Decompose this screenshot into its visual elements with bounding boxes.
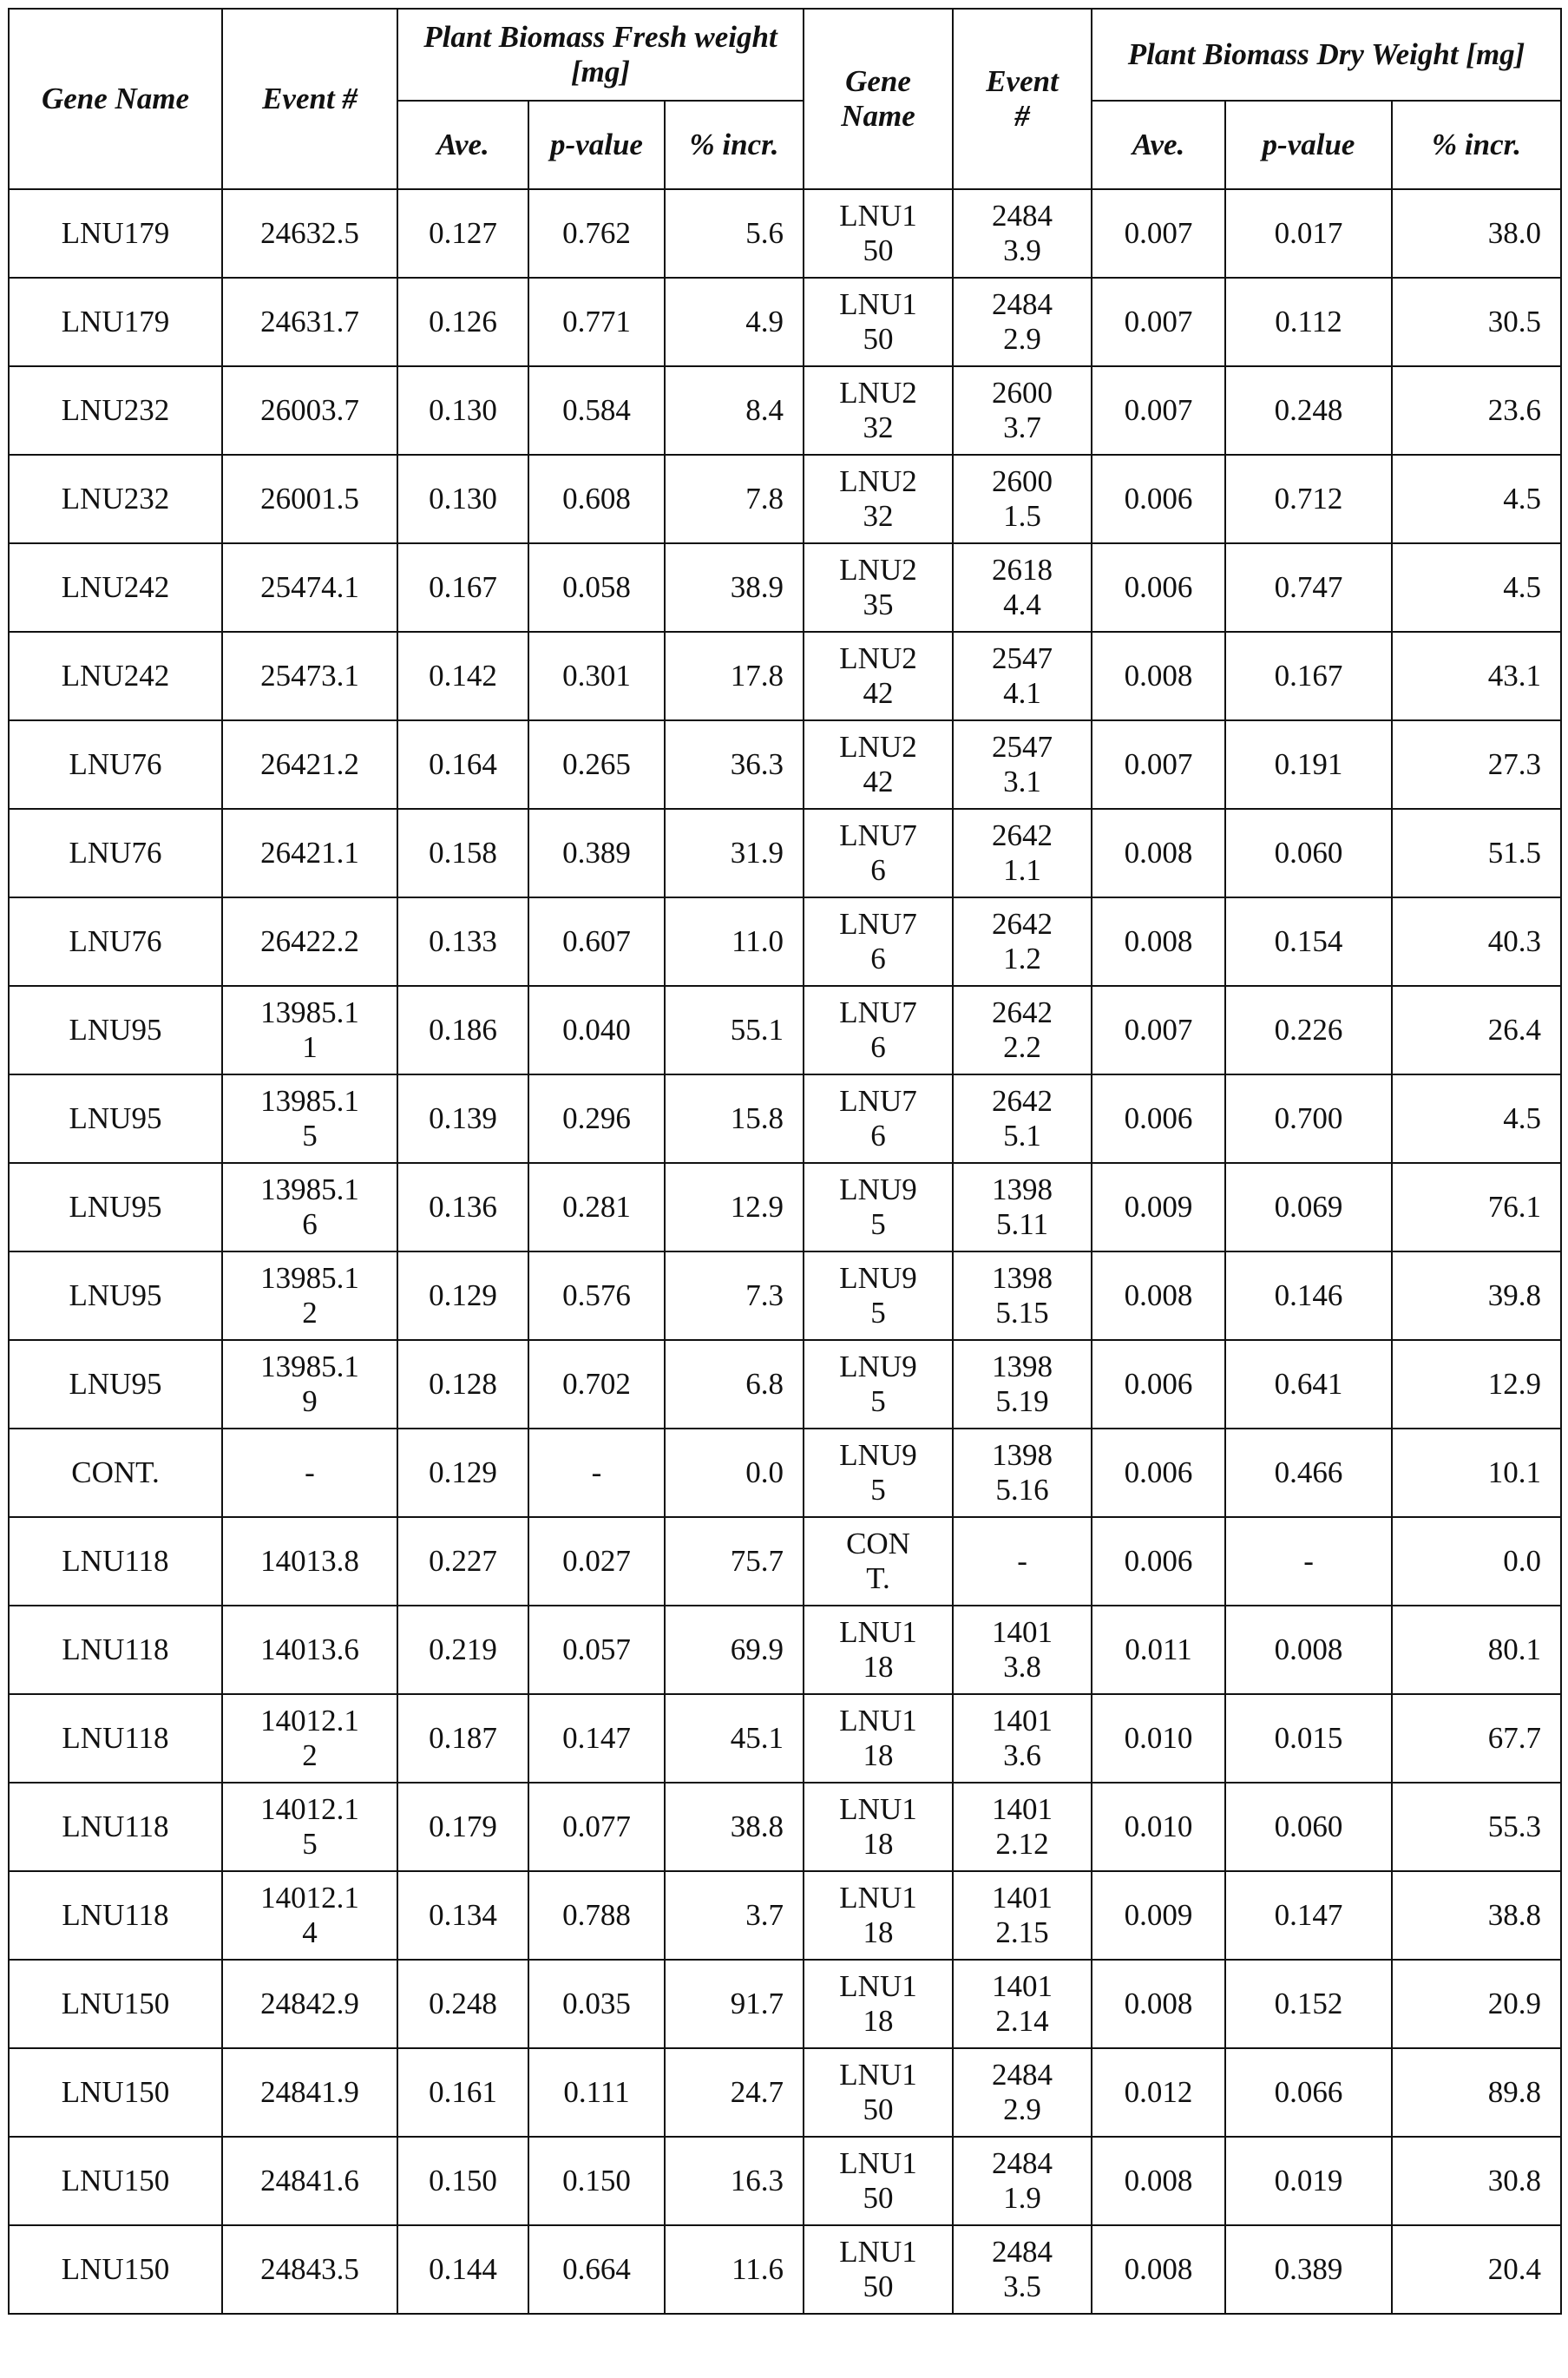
table-row	[9, 1251, 1561, 1340]
cell-dry-pct-incr: 12.9	[1392, 1340, 1561, 1429]
table-row	[9, 1340, 1561, 1429]
cell-fresh-ave: 0.129	[397, 1251, 528, 1340]
cell-dry-pct-incr: 30.5	[1392, 278, 1561, 366]
cell-gene-name: LNU150	[9, 2048, 222, 2137]
cell-event: 14013.8	[222, 1517, 397, 1606]
cell-dry-pct-incr: 80.1	[1392, 1606, 1561, 1694]
table-row	[9, 1694, 1561, 1783]
table-row	[9, 1163, 1561, 1251]
cell-fresh-p-value: 0.027	[528, 1517, 665, 1606]
cell-gene-name-2: LNU95	[804, 1429, 953, 1517]
cell-gene-name: LNU242	[9, 632, 222, 720]
cell-fresh-ave: 0.186	[397, 986, 528, 1074]
cell-gene-name: LNU232	[9, 366, 222, 455]
cell-dry-p-value: 0.152	[1225, 1960, 1392, 2048]
cell-gene-name: LNU118	[9, 1871, 222, 1960]
cell-fresh-p-value: -	[528, 1429, 665, 1517]
cell-gene-name-2: LNU118	[804, 1783, 953, 1871]
cell-fresh-pct-incr: 38.9	[665, 543, 804, 632]
cell-event-2: 26421.1	[953, 809, 1092, 897]
cell-dry-pct-incr: 0.0	[1392, 1517, 1561, 1606]
header-fresh-pct-incr: % incr.	[665, 101, 804, 189]
cell-dry-ave: 0.007	[1092, 366, 1225, 455]
cell-fresh-pct-incr: 11.0	[665, 897, 804, 986]
cell-gene-name-2: LNU232	[804, 455, 953, 543]
cell-gene-name: LNU150	[9, 2225, 222, 2314]
cell-fresh-p-value: 0.301	[528, 632, 665, 720]
cell-fresh-p-value: 0.035	[528, 1960, 665, 2048]
cell-dry-ave: 0.007	[1092, 278, 1225, 366]
header-dry-ave: Ave.	[1092, 101, 1225, 189]
cell-fresh-p-value: 0.788	[528, 1871, 665, 1960]
cell-event-2: -	[953, 1517, 1092, 1606]
cell-fresh-p-value: 0.584	[528, 366, 665, 455]
table-row	[9, 1871, 1561, 1960]
cell-dry-ave: 0.008	[1092, 2225, 1225, 2314]
cell-event-2: 26425.1	[953, 1074, 1092, 1163]
cell-fresh-pct-incr: 12.9	[665, 1163, 804, 1251]
cell-fresh-pct-incr: 0.0	[665, 1429, 804, 1517]
cell-fresh-ave: 0.158	[397, 809, 528, 897]
cell-event-2: 26003.7	[953, 366, 1092, 455]
cell-fresh-ave: 0.136	[397, 1163, 528, 1251]
table-row	[9, 632, 1561, 720]
cell-fresh-ave: 0.161	[397, 2048, 528, 2137]
header-event: Event #	[222, 9, 397, 189]
table-row	[9, 366, 1561, 455]
cell-gene-name-2: LNU95	[804, 1340, 953, 1429]
cell-dry-pct-incr: 38.8	[1392, 1871, 1561, 1960]
cell-fresh-ave: 0.248	[397, 1960, 528, 2048]
cell-gene-name: LNU76	[9, 897, 222, 986]
cell-fresh-ave: 0.133	[397, 897, 528, 986]
cell-event: 25473.1	[222, 632, 397, 720]
cell-fresh-ave: 0.129	[397, 1429, 528, 1517]
cell-fresh-pct-incr: 3.7	[665, 1871, 804, 1960]
cell-dry-pct-incr: 51.5	[1392, 809, 1561, 897]
cell-fresh-p-value: 0.281	[528, 1163, 665, 1251]
table-row	[9, 2225, 1561, 2314]
cell-gene-name-2: LNU150	[804, 189, 953, 278]
cell-dry-pct-incr: 26.4	[1392, 986, 1561, 1074]
table-row	[9, 897, 1561, 986]
cell-event: 13985.19	[222, 1340, 397, 1429]
cell-fresh-pct-incr: 75.7	[665, 1517, 804, 1606]
cell-fresh-ave: 0.227	[397, 1517, 528, 1606]
cell-event-2: 24842.9	[953, 2048, 1092, 2137]
cell-dry-p-value: 0.147	[1225, 1871, 1392, 1960]
header-event-2: Event #	[953, 9, 1092, 189]
cell-dry-pct-incr: 27.3	[1392, 720, 1561, 809]
cell-fresh-ave: 0.130	[397, 366, 528, 455]
cell-fresh-p-value: 0.147	[528, 1694, 665, 1783]
cell-gene-name-2: LNU118	[804, 1606, 953, 1694]
cell-dry-pct-incr: 55.3	[1392, 1783, 1561, 1871]
cell-fresh-pct-incr: 4.9	[665, 278, 804, 366]
cell-dry-p-value: 0.112	[1225, 278, 1392, 366]
cell-fresh-pct-incr: 11.6	[665, 2225, 804, 2314]
cell-event: 13985.16	[222, 1163, 397, 1251]
cell-fresh-p-value: 0.608	[528, 455, 665, 543]
cell-gene-name: LNU232	[9, 455, 222, 543]
cell-event: 14012.15	[222, 1783, 397, 1871]
cell-event-2: 24841.9	[953, 2137, 1092, 2225]
cell-event: 24843.5	[222, 2225, 397, 2314]
table-row	[9, 455, 1561, 543]
cell-fresh-pct-incr: 55.1	[665, 986, 804, 1074]
cell-gene-name-2: LNU95	[804, 1251, 953, 1340]
cell-fresh-pct-incr: 5.6	[665, 189, 804, 278]
cell-dry-p-value: 0.154	[1225, 897, 1392, 986]
cell-dry-ave: 0.008	[1092, 2137, 1225, 2225]
cell-fresh-pct-incr: 38.8	[665, 1783, 804, 1871]
cell-gene-name: CONT.	[9, 1429, 222, 1517]
cell-fresh-pct-incr: 91.7	[665, 1960, 804, 2048]
cell-gene-name-2: LNU235	[804, 543, 953, 632]
cell-event-2: 14013.8	[953, 1606, 1092, 1694]
table-row	[9, 1517, 1561, 1606]
table-row	[9, 2048, 1561, 2137]
cell-dry-pct-incr: 38.0	[1392, 189, 1561, 278]
cell-dry-pct-incr: 39.8	[1392, 1251, 1561, 1340]
header-fresh-ave: Ave.	[397, 101, 528, 189]
cell-dry-pct-incr: 23.6	[1392, 366, 1561, 455]
cell-event-2: 13985.19	[953, 1340, 1092, 1429]
cell-dry-pct-incr: 4.5	[1392, 543, 1561, 632]
cell-event: 26421.1	[222, 809, 397, 897]
cell-gene-name-2: LNU118	[804, 1694, 953, 1783]
cell-gene-name: LNU150	[9, 2137, 222, 2225]
cell-dry-p-value: 0.466	[1225, 1429, 1392, 1517]
header-fresh-p-value: p-value	[528, 101, 665, 189]
cell-dry-ave: 0.006	[1092, 1429, 1225, 1517]
cell-dry-ave: 0.008	[1092, 632, 1225, 720]
cell-gene-name: LNU76	[9, 720, 222, 809]
cell-dry-ave: 0.008	[1092, 809, 1225, 897]
cell-dry-ave: 0.008	[1092, 897, 1225, 986]
cell-event: 24632.5	[222, 189, 397, 278]
cell-event-2: 14012.12	[953, 1783, 1092, 1871]
cell-event: 14012.14	[222, 1871, 397, 1960]
table-row	[9, 189, 1561, 278]
cell-fresh-p-value: 0.607	[528, 897, 665, 986]
cell-gene-name: LNU118	[9, 1606, 222, 1694]
cell-dry-p-value: 0.008	[1225, 1606, 1392, 1694]
cell-gene-name: LNU118	[9, 1783, 222, 1871]
cell-event: 26001.5	[222, 455, 397, 543]
cell-event: 26422.2	[222, 897, 397, 986]
cell-fresh-pct-incr: 31.9	[665, 809, 804, 897]
cell-gene-name: LNU95	[9, 1163, 222, 1251]
cell-dry-ave: 0.006	[1092, 1074, 1225, 1163]
cell-fresh-p-value: 0.040	[528, 986, 665, 1074]
cell-fresh-p-value: 0.111	[528, 2048, 665, 2137]
cell-event-2: 24843.5	[953, 2225, 1092, 2314]
table-row	[9, 1429, 1561, 1517]
table-row	[9, 1606, 1561, 1694]
cell-fresh-pct-incr: 69.9	[665, 1606, 804, 1694]
cell-dry-ave: 0.007	[1092, 189, 1225, 278]
cell-gene-name-2: LNU242	[804, 632, 953, 720]
cell-dry-p-value: 0.191	[1225, 720, 1392, 809]
cell-gene-name-2: LNU150	[804, 2225, 953, 2314]
cell-event-2: 25473.1	[953, 720, 1092, 809]
header-dry-pct-incr: % incr.	[1392, 101, 1561, 189]
cell-dry-ave: 0.008	[1092, 1251, 1225, 1340]
cell-fresh-ave: 0.128	[397, 1340, 528, 1429]
cell-event-2: 13985.11	[953, 1163, 1092, 1251]
cell-dry-p-value: 0.060	[1225, 809, 1392, 897]
cell-event-2: 13985.16	[953, 1429, 1092, 1517]
cell-dry-p-value: 0.015	[1225, 1694, 1392, 1783]
table-row	[9, 809, 1561, 897]
cell-fresh-ave: 0.164	[397, 720, 528, 809]
cell-fresh-pct-incr: 45.1	[665, 1694, 804, 1783]
cell-gene-name: LNU76	[9, 809, 222, 897]
cell-gene-name-2: LNU150	[804, 2137, 953, 2225]
cell-event-2: 26001.5	[953, 455, 1092, 543]
header-gene-name-2: Gene Name	[804, 9, 953, 189]
cell-fresh-p-value: 0.576	[528, 1251, 665, 1340]
cell-fresh-ave: 0.187	[397, 1694, 528, 1783]
table-row	[9, 720, 1561, 809]
cell-event: 24842.9	[222, 1960, 397, 2048]
biomass-table	[8, 8, 1562, 2315]
cell-gene-name-2: LNU76	[804, 1074, 953, 1163]
header-dry-p-value: p-value	[1225, 101, 1392, 189]
cell-fresh-p-value: 0.664	[528, 2225, 665, 2314]
cell-event-2: 13985.15	[953, 1251, 1092, 1340]
cell-event: 13985.12	[222, 1251, 397, 1340]
cell-dry-ave: 0.010	[1092, 1783, 1225, 1871]
cell-event: 24841.9	[222, 2048, 397, 2137]
cell-dry-pct-incr: 67.7	[1392, 1694, 1561, 1783]
cell-gene-name: LNU150	[9, 1960, 222, 2048]
cell-dry-pct-incr: 10.1	[1392, 1429, 1561, 1517]
cell-event-2: 24842.9	[953, 278, 1092, 366]
cell-fresh-pct-incr: 7.8	[665, 455, 804, 543]
cell-event: 24631.7	[222, 278, 397, 366]
cell-gene-name-2: LNU150	[804, 278, 953, 366]
cell-gene-name-2: CONT.	[804, 1517, 953, 1606]
cell-fresh-p-value: 0.389	[528, 809, 665, 897]
cell-gene-name-2: LNU76	[804, 897, 953, 986]
cell-dry-ave: 0.006	[1092, 1340, 1225, 1429]
cell-event-2: 26421.2	[953, 897, 1092, 986]
cell-event: 26003.7	[222, 366, 397, 455]
cell-dry-p-value: 0.060	[1225, 1783, 1392, 1871]
cell-dry-ave: 0.006	[1092, 455, 1225, 543]
cell-dry-pct-incr: 4.5	[1392, 1074, 1561, 1163]
cell-gene-name: LNU95	[9, 1251, 222, 1340]
cell-gene-name-2: LNU76	[804, 986, 953, 1074]
cell-gene-name: LNU179	[9, 278, 222, 366]
cell-event-2: 26422.2	[953, 986, 1092, 1074]
cell-dry-ave: 0.007	[1092, 986, 1225, 1074]
cell-dry-ave: 0.008	[1092, 1960, 1225, 2048]
table-row	[9, 1074, 1561, 1163]
header-dry-weight: Plant Biomass Dry Weight [mg]	[1092, 9, 1561, 101]
cell-gene-name: LNU179	[9, 189, 222, 278]
cell-dry-ave: 0.009	[1092, 1163, 1225, 1251]
cell-fresh-p-value: 0.265	[528, 720, 665, 809]
cell-dry-pct-incr: 43.1	[1392, 632, 1561, 720]
cell-gene-name-2: LNU118	[804, 1871, 953, 1960]
cell-dry-ave: 0.006	[1092, 1517, 1225, 1606]
cell-fresh-ave: 0.130	[397, 455, 528, 543]
cell-fresh-ave: 0.219	[397, 1606, 528, 1694]
cell-event-2: 24843.9	[953, 189, 1092, 278]
cell-event: 14013.6	[222, 1606, 397, 1694]
table-row	[9, 1960, 1561, 2048]
cell-fresh-ave: 0.150	[397, 2137, 528, 2225]
cell-event: 24841.6	[222, 2137, 397, 2225]
cell-fresh-ave: 0.134	[397, 1871, 528, 1960]
cell-dry-pct-incr: 76.1	[1392, 1163, 1561, 1251]
cell-event: -	[222, 1429, 397, 1517]
cell-dry-ave: 0.010	[1092, 1694, 1225, 1783]
cell-dry-p-value: 0.389	[1225, 2225, 1392, 2314]
cell-event-2: 26184.4	[953, 543, 1092, 632]
header-gene-name: Gene Name	[9, 9, 222, 189]
cell-gene-name-2: LNU95	[804, 1163, 953, 1251]
cell-dry-ave: 0.012	[1092, 2048, 1225, 2137]
cell-fresh-ave: 0.167	[397, 543, 528, 632]
cell-dry-p-value: 0.641	[1225, 1340, 1392, 1429]
cell-fresh-ave: 0.127	[397, 189, 528, 278]
cell-fresh-pct-incr: 15.8	[665, 1074, 804, 1163]
cell-event-2: 14013.6	[953, 1694, 1092, 1783]
cell-fresh-ave: 0.126	[397, 278, 528, 366]
cell-event: 14012.12	[222, 1694, 397, 1783]
cell-fresh-ave: 0.142	[397, 632, 528, 720]
header-fresh-weight: Plant Biomass Fresh weight [mg]	[397, 9, 804, 101]
cell-dry-pct-incr: 30.8	[1392, 2137, 1561, 2225]
table-body	[9, 189, 1561, 2314]
cell-event-2: 14012.14	[953, 1960, 1092, 2048]
table-row	[9, 543, 1561, 632]
cell-event: 26421.2	[222, 720, 397, 809]
cell-event: 13985.11	[222, 986, 397, 1074]
cell-gene-name-2: LNU150	[804, 2048, 953, 2137]
cell-fresh-p-value: 0.771	[528, 278, 665, 366]
cell-event-2: 14012.15	[953, 1871, 1092, 1960]
cell-fresh-p-value: 0.150	[528, 2137, 665, 2225]
cell-dry-pct-incr: 4.5	[1392, 455, 1561, 543]
cell-fresh-pct-incr: 6.8	[665, 1340, 804, 1429]
cell-dry-p-value: 0.146	[1225, 1251, 1392, 1340]
cell-dry-p-value: 0.700	[1225, 1074, 1392, 1163]
cell-fresh-pct-incr: 24.7	[665, 2048, 804, 2137]
cell-gene-name: LNU118	[9, 1694, 222, 1783]
cell-dry-ave: 0.006	[1092, 543, 1225, 632]
cell-fresh-pct-incr: 16.3	[665, 2137, 804, 2225]
cell-event: 13985.15	[222, 1074, 397, 1163]
cell-dry-ave: 0.007	[1092, 720, 1225, 809]
cell-dry-ave: 0.011	[1092, 1606, 1225, 1694]
cell-dry-p-value: 0.248	[1225, 366, 1392, 455]
cell-fresh-p-value: 0.077	[528, 1783, 665, 1871]
cell-event-2: 25474.1	[953, 632, 1092, 720]
cell-gene-name: LNU118	[9, 1517, 222, 1606]
cell-fresh-p-value: 0.058	[528, 543, 665, 632]
cell-gene-name-2: LNU76	[804, 809, 953, 897]
cell-dry-ave: 0.009	[1092, 1871, 1225, 1960]
cell-fresh-p-value: 0.296	[528, 1074, 665, 1163]
cell-dry-p-value: 0.066	[1225, 2048, 1392, 2137]
cell-dry-pct-incr: 20.4	[1392, 2225, 1561, 2314]
cell-fresh-p-value: 0.762	[528, 189, 665, 278]
cell-gene-name: LNU95	[9, 986, 222, 1074]
cell-dry-p-value: 0.167	[1225, 632, 1392, 720]
cell-gene-name-2: LNU242	[804, 720, 953, 809]
cell-dry-p-value: 0.226	[1225, 986, 1392, 1074]
cell-fresh-ave: 0.139	[397, 1074, 528, 1163]
cell-event: 25474.1	[222, 543, 397, 632]
cell-dry-pct-incr: 40.3	[1392, 897, 1561, 986]
cell-dry-p-value: 0.019	[1225, 2137, 1392, 2225]
cell-gene-name: LNU95	[9, 1074, 222, 1163]
cell-dry-p-value: -	[1225, 1517, 1392, 1606]
table-row	[9, 2137, 1561, 2225]
cell-gene-name: LNU242	[9, 543, 222, 632]
cell-fresh-ave: 0.144	[397, 2225, 528, 2314]
cell-fresh-p-value: 0.057	[528, 1606, 665, 1694]
table-row	[9, 986, 1561, 1074]
cell-dry-p-value: 0.017	[1225, 189, 1392, 278]
cell-dry-p-value: 0.069	[1225, 1163, 1392, 1251]
cell-dry-pct-incr: 89.8	[1392, 2048, 1561, 2137]
cell-fresh-pct-incr: 7.3	[665, 1251, 804, 1340]
cell-dry-p-value: 0.712	[1225, 455, 1392, 543]
cell-gene-name-2: LNU118	[804, 1960, 953, 2048]
cell-gene-name-2: LNU232	[804, 366, 953, 455]
table-row	[9, 278, 1561, 366]
cell-fresh-ave: 0.179	[397, 1783, 528, 1871]
cell-fresh-pct-incr: 36.3	[665, 720, 804, 809]
cell-fresh-pct-incr: 8.4	[665, 366, 804, 455]
cell-dry-pct-incr: 20.9	[1392, 1960, 1561, 2048]
table-row	[9, 1783, 1561, 1871]
cell-gene-name: LNU95	[9, 1340, 222, 1429]
cell-fresh-p-value: 0.702	[528, 1340, 665, 1429]
cell-dry-p-value: 0.747	[1225, 543, 1392, 632]
cell-fresh-pct-incr: 17.8	[665, 632, 804, 720]
